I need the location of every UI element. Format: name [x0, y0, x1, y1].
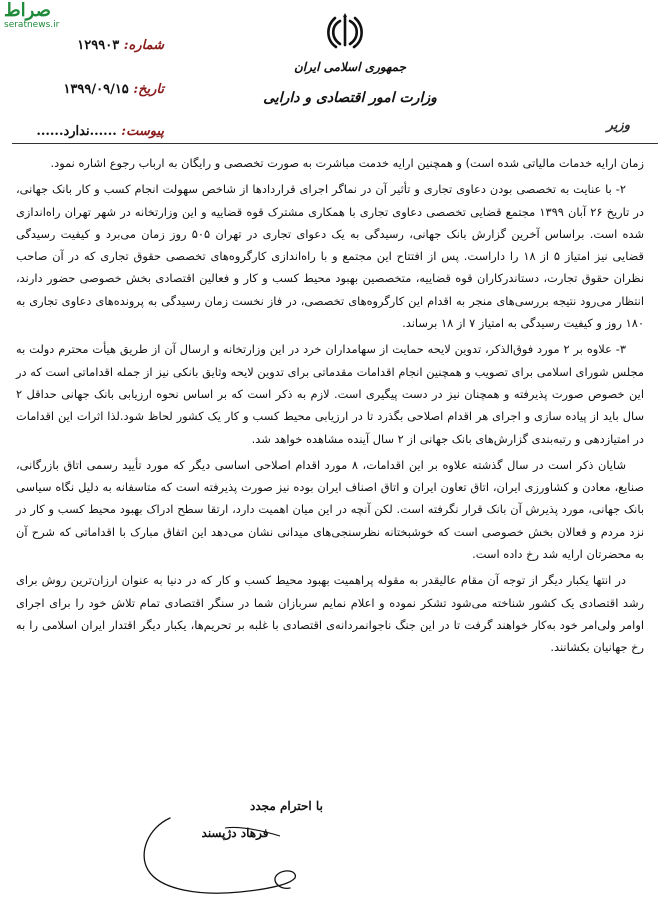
date-label: تاریخ: [133, 82, 164, 97]
watermark-logo: صراط [4, 0, 51, 21]
paragraph-1: زمان ارایه خدمات مالیاتی شده است) و همچنین ارایه خدمت مباشرت به صورت تخصصی و رایگان به ارباب رجوع اشاره نمود. [50, 156, 644, 170]
watermark-site: seratnews.ir [4, 20, 60, 30]
signer-name: فرهاد دژپسند [201, 826, 269, 840]
ministry-title: وزارت امور اقتصادی و دارایی [263, 90, 437, 106]
closing-phrase: با احترام مجدد [250, 799, 323, 813]
minister-title: وزیر [606, 118, 630, 133]
paragraph-4: شایان ذکر است در سال گذشته علاوه بر این اقدامات، ۸ مورد اقدام اصلاحی اساسی دیگر که مورد تأیید رسمی اتاق بازرگانی، صنایع، معادن و کشاورزی ایران، اتاق تعاون ایران و اتاق اصناف ایران بوده نیز صورت پذیرفته است که متاسفانه به دلیل نگاه سیاسی بانک جهانی، مورد پذیرش آن بانک قرار نگرفته است. لکن آنچه در این میان اهمیت دارد، ارتقا سطح ادراک بهبود محیط کسب و کار در نزد مردم و فعالان بخش خصوصی است که خوشبختانه نظرسنجی‌های میدانی نشان می‌دهد این اتفاق مبارک با اقداماتی که شرح آن به محضرتان ارایه شد رخ داده است. [16, 457, 644, 562]
paragraph-2: ۲- با عنایت به تخصصی بودن دعاوی تجاری و تأثیر آن در نماگر اجرای قراردادها از شاخص سهولت انجام کسب و کار بانک جهانی، در تاریخ ۲۶ آبان ۱۳۹۹ مجتمع قضایی تخصصی دعاوی تجاری با همکاری مشترک قوه قضاییه و این وزارتخانه در شهر تهران راه‌اندازی شده است. براساس آخرین گزارش بانک جهانی، رسیدگی به یک دعوای تجاری در تهران ۵۰۵ روز زمان می‌برد و کیفیت رسیدگی قضایی نیز امتیاز ۵ از ۱۸ را داراست. پس از افتتاح این مجتمع و با راه‌اندازی کارگروه‌های تخصصی حقوق تجاری که در آن صاحب نظران حقوق تجارت، دستاندرکاران قوه قضاییه، متخصصین بهبود محیط کسب و کار و فعالین اقتصادی بخش خصوصی حضور دارند، انتظار می‌رود نتیجه بررسی‌های منجر به اقدام این کارگروه‌های تخصصی، در فاز نخست زمان رسیدگی به پرونده‌های دعاوی تجاری به ۱۸۰ روز و کیفیت رسیدگی به امتیاز ۷ از ۱۸ برساند. [16, 182, 645, 331]
number-value: ۱۲۹۹۰۳ [77, 38, 120, 53]
attachment-label: پیوست: [121, 124, 164, 139]
watermark [4, 2, 59, 30]
letter-body [16, 152, 644, 663]
letter-date [14, 82, 164, 97]
paragraph-5: در انتها یکبار دیگر از توجه آن مقام عالیقدر به مقوله پراهمیت بهبود محیط کسب و کار که در دنیا به عنوان ارزان‌ترین روش برای رشد اقتصادی یک کشور شناخته می‌شود تشکر نموده و اعلام نمایم سربازان شما در سنگر اقتصادی تمام تلاش خود را برای اجرای اوامر ولی‌امر خود به‌کار خواهند گرفت تا در این جنگ ناجوانمردانه‌ی اقتصادی با غلبه بر تحریم‌ها، یکبار دیگر اقتدار ایران اسلامی را به رخ جهانیان بکشانند. [16, 573, 644, 655]
date-value: ۱۳۹۹/۰۹/۱۵ [63, 82, 129, 97]
handwritten-signature [130, 808, 320, 903]
iran-emblem-icon [325, 12, 365, 52]
paragraph-3: ۳- علاوه بر ۲ مورد فوق‌الذکر، تدوین لایحه حمایت از سهامداران خرد در این وزارتخانه و ارسال آن از طریق هیأت محترم دولت به مجلس شورای اسلامی برای تصویب و همچنین انجام اقدامات مقدماتی برای تدوین لایحه وثایق بانکی نیز از جمله اقداماتی است که در این خصوص صورت پذیرفته و همچنان نیز در دست پیگیری است. لازم به ذکر است که بر اساس نحوه ارزیابی بانک جهانی حداقل ۲ سال باید از پیاده سازی و اجرای هر اقدام اصلاحی بگذرد تا در ارزیابی محیط کسب و کار یک کشور لحاظ شود.لذا اثرات این اقدامات در امتیازدهی و رتبه‌بندی گزارش‌های بانک جهانی از ۲ سال آینده مشاهده خواهد شد. [16, 342, 644, 446]
letter-number [14, 38, 164, 53]
attachment-value: ......ندارد...... [36, 124, 117, 139]
header-divider [12, 143, 658, 144]
number-label: شماره: [123, 38, 164, 53]
letter-attachment [14, 124, 164, 139]
republic-title: جمهوری اسلامی ایران [293, 60, 407, 74]
